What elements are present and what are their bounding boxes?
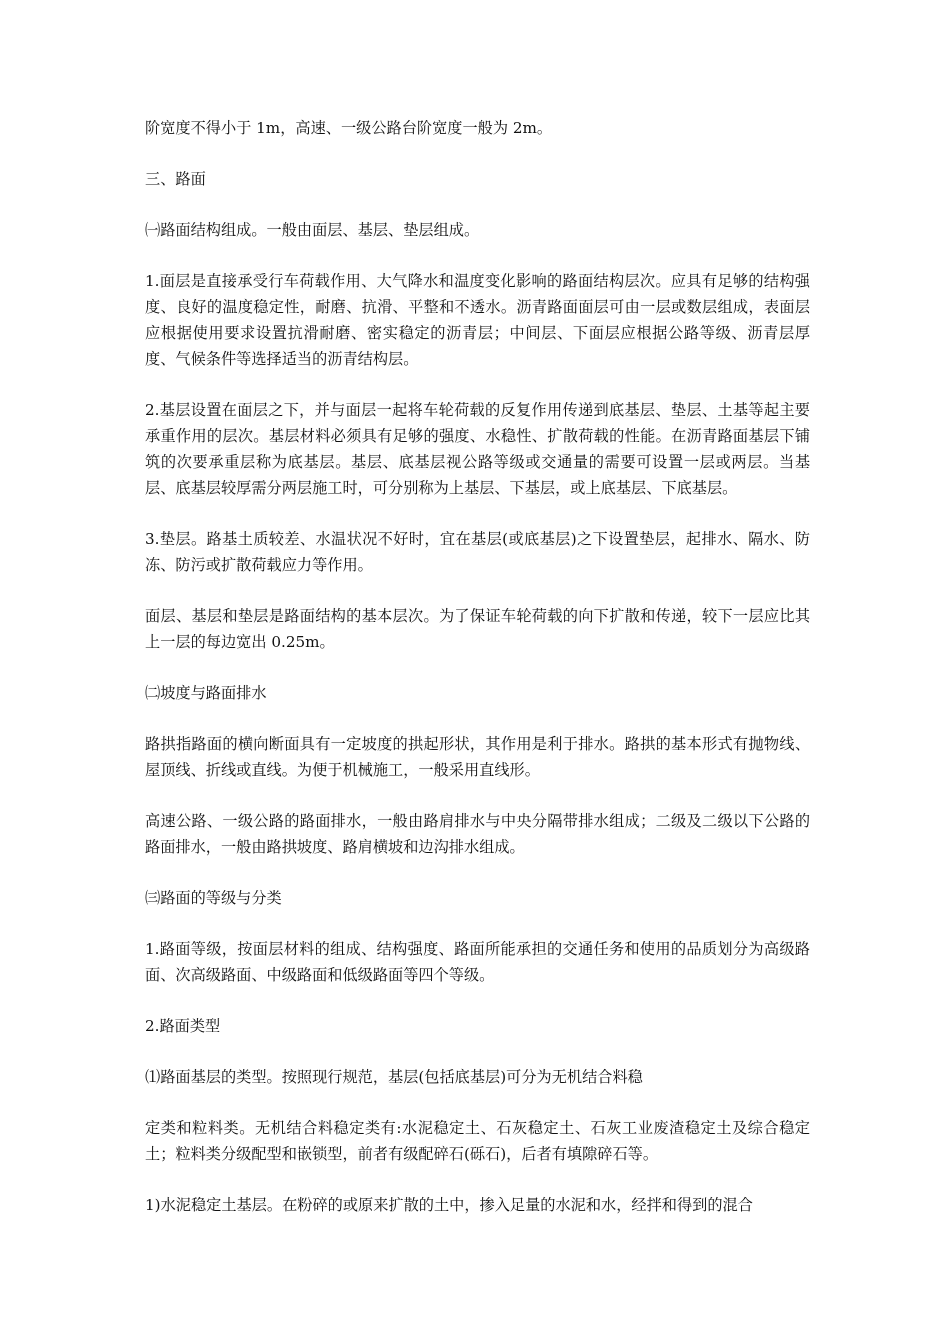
paragraph-cement-stabilized: 1)水泥稳定土基层。在粉碎的或原来扩散的土中，掺入足量的水泥和水，经拌和得到的混合 [145, 1196, 753, 1214]
subsection-heading-grade-class: ㈢路面的等级与分类 [145, 889, 282, 907]
paragraph-pavement-grade: 1.路面等级，按面层材料的组成、结构强度、路面所能承担的交通任务和使用的品质划分为高级路面、次高级路面、中级路面和低级路面等四个等级。 [145, 940, 810, 984]
section-heading-pavement: 三、路面 [145, 170, 206, 188]
paragraph-base-layer: 2.基层设置在面层之下，并与面层一起将车轮荷载的反复作用传递到底基层、垫层、土基等起主要承重作用的层次。基层材料必须具有足够的强度、水稳性、扩散荷载的性能。在沥青路面基层下铺筑的次要承重层称为底基层。基层、底基层视公路等级或交通量的需要可设置一层或两层。当基层、底基层较厚需分两层施工时，可分别称为上基层、下基层，或上底基层、下底基层。 [145, 401, 810, 497]
paragraph-road-crown: 路拱指路面的横向断面具有一定坡度的拱起形状，其作用是利于排水。路拱的基本形式有抛物线、屋顶线、折线或直线。为便于机械施工，一般采用直线形。 [145, 735, 810, 779]
paragraph-stabilized-types: 定类和粒料类。无机结合料稳定类有:水泥稳定土、石灰稳定土、石灰工业废渣稳定土及综合稳定土；粒料类分级配型和嵌锁型，前者有级配碎石(砾石)，后者有填隙碎石等。 [145, 1119, 810, 1163]
paragraph-cushion-layer: 3.垫层。路基土质较差、水温状况不好时，宜在基层(或底基层)之下设置垫层，起排水、隔水、防冻、防污或扩散荷载应力等作用。 [145, 530, 810, 574]
paragraph-surface-layer: 1.面层是直接承受行车荷载作用、大气降水和温度变化影响的路面结构层次。应具有足够的结构强度、良好的温度稳定性，耐磨、抗滑、平整和不透水。沥青路面面层可由一层或数层组成，表面层应根据使用要求设置抗滑耐磨、密实稳定的沥青层；中间层、下面层应根据公路等级、沥青层厚度、气候条件等选择适当的沥青结构层。 [145, 272, 810, 368]
paragraph-step-width: 阶宽度不得小于 1m，高速、一级公路台阶宽度一般为 2m。 [145, 119, 553, 137]
subsection-heading-structure: ㈠路面结构组成。一般由面层、基层、垫层组成。 [145, 221, 480, 239]
paragraph-surface-drainage: 高速公路、一级公路的路面排水，一般由路肩排水与中央分隔带排水组成；二级及二级以下公路的路面排水，一般由路拱坡度、路肩横坡和边沟排水组成。 [145, 812, 810, 856]
document-page [145, 115, 810, 1243]
paragraph-base-type: ⑴路面基层的类型。按照现行规范，基层(包括底基层)可分为无机结合料稳 [145, 1068, 643, 1086]
paragraph-pavement-type-heading: 2.路面类型 [145, 1017, 221, 1035]
paragraph-layer-width: 面层、基层和垫层是路面结构的基本层次。为了保证车轮荷载的向下扩散和传递，较下一层应比其上一层的每边宽出 0.25m。 [145, 607, 810, 651]
subsection-heading-drainage: ㈡坡度与路面排水 [145, 684, 267, 702]
